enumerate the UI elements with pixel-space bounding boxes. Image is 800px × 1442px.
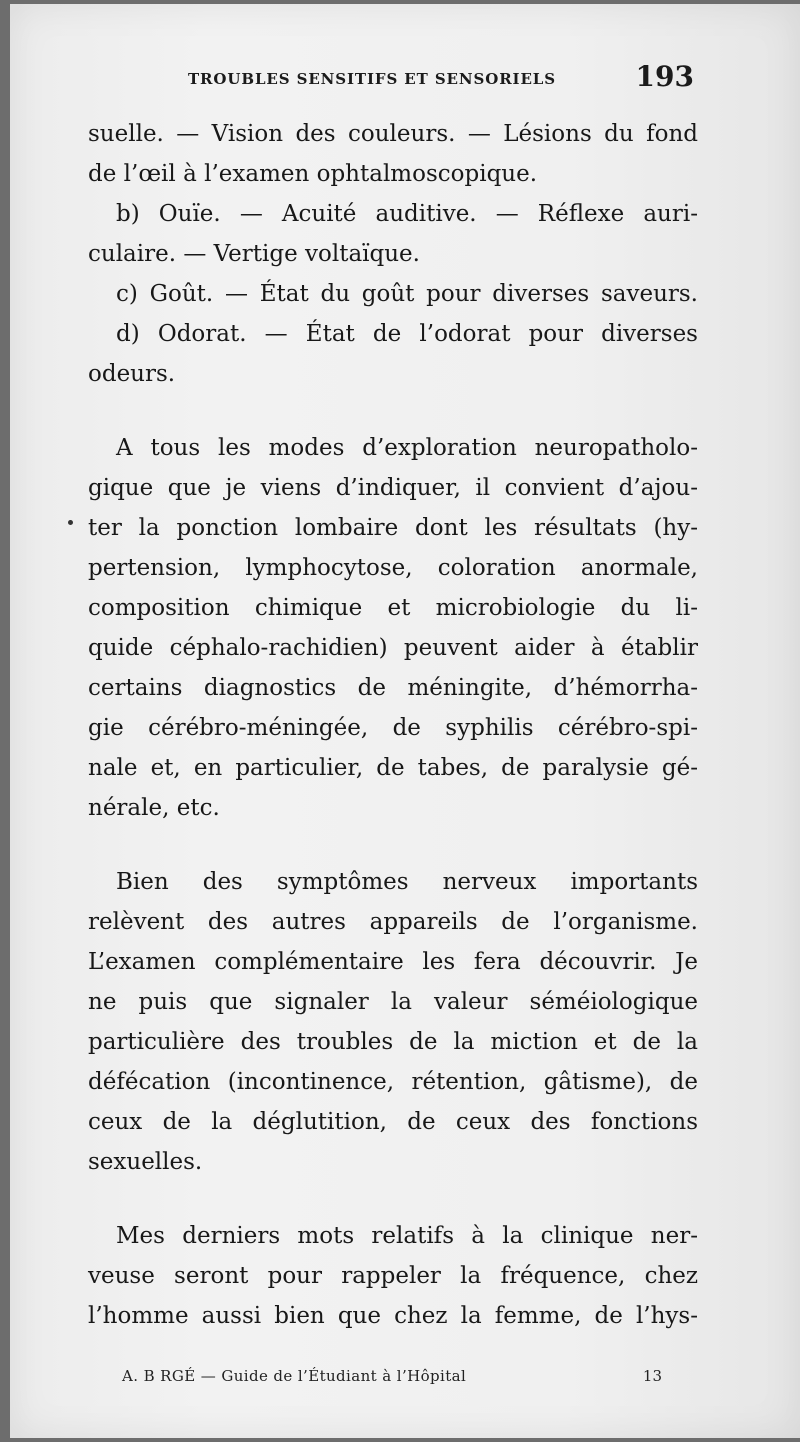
body-text [88, 114, 698, 1336]
text-line: b) Ouïe. — Acuité auditive. — Réflexe auri- [116, 201, 698, 227]
text-line: veuse seront pour rappeler la fréquence, chez [88, 1263, 698, 1289]
text-line: Bien des symptômes nerveux importants [116, 869, 698, 895]
text-line: ter la ponction lombaire dont les résultats (hy- [88, 515, 698, 541]
text-line: nale et, en particulier, de tabes, de paralysie gé- [88, 755, 698, 781]
text-line: ceux de la déglutition, de ceux des fonctions [88, 1109, 698, 1135]
signature-mark: 13 [642, 1367, 662, 1385]
text-line: particulière des troubles de la miction et de la [88, 1029, 698, 1055]
text-line: composition chimique et microbiologie du li- [88, 595, 698, 621]
paragraph-gap [88, 1182, 698, 1216]
text-line: sexuelles. [88, 1149, 203, 1175]
paragraph-gap [88, 828, 698, 862]
text-line: suelle. — Vision des couleurs. — Lésions du fond [88, 121, 698, 147]
text-line: c) Goût. — État du goût pour diverses saveurs. [116, 281, 698, 307]
text-line: gie cérébro-méningée, de syphilis cérébro-spi- [88, 715, 698, 741]
text-line: pertension, lymphocytose, coloration anormale, [88, 555, 698, 581]
text-line: d) Odorat. — État de l’odorat pour diverses [116, 321, 698, 347]
page-footer [122, 1367, 662, 1391]
running-title: TROUBLES SENSITIFS ET SENSORIELS [188, 70, 556, 88]
text-line: L’examen complémentaire les fera découvrir. Je [88, 949, 698, 975]
text-line: ne puis que signaler la valeur séméiologique [88, 989, 698, 1015]
page-number: 193 [635, 60, 694, 93]
text-line: quide céphalo-rachidien) peuvent aider à établir [88, 635, 698, 661]
running-header [188, 60, 700, 100]
text-line: odeurs. [88, 361, 176, 387]
text-line: nérale, etc. [88, 795, 220, 821]
margin-mark [68, 520, 73, 525]
paragraph-gap [88, 394, 698, 428]
text-line: certains diagnostics de méningite, d’hémorrha- [88, 675, 698, 701]
text-line: défécation (incontinence, rétention, gâtisme), de [88, 1069, 698, 1095]
footer-citation: A. B RGÉ — Guide de l’Étudiant à l’Hôpital [122, 1367, 467, 1385]
text-line: de l’œil à l’examen ophtalmoscopique. [88, 161, 538, 187]
text-line: Mes derniers mots relatifs à la clinique ner- [116, 1223, 698, 1249]
text-line: gique que je viens d’indiquer, il convient d’ajou- [88, 475, 698, 501]
book-page [10, 4, 800, 1438]
text-line: l’homme aussi bien que chez la femme, de l’hys- [88, 1303, 698, 1329]
text-line: A tous les modes d’exploration neuropatholo- [116, 435, 698, 461]
text-line: culaire. — Vertige voltaïque. [88, 241, 420, 267]
text-line: relèvent des autres appareils de l’organisme. [88, 909, 698, 935]
